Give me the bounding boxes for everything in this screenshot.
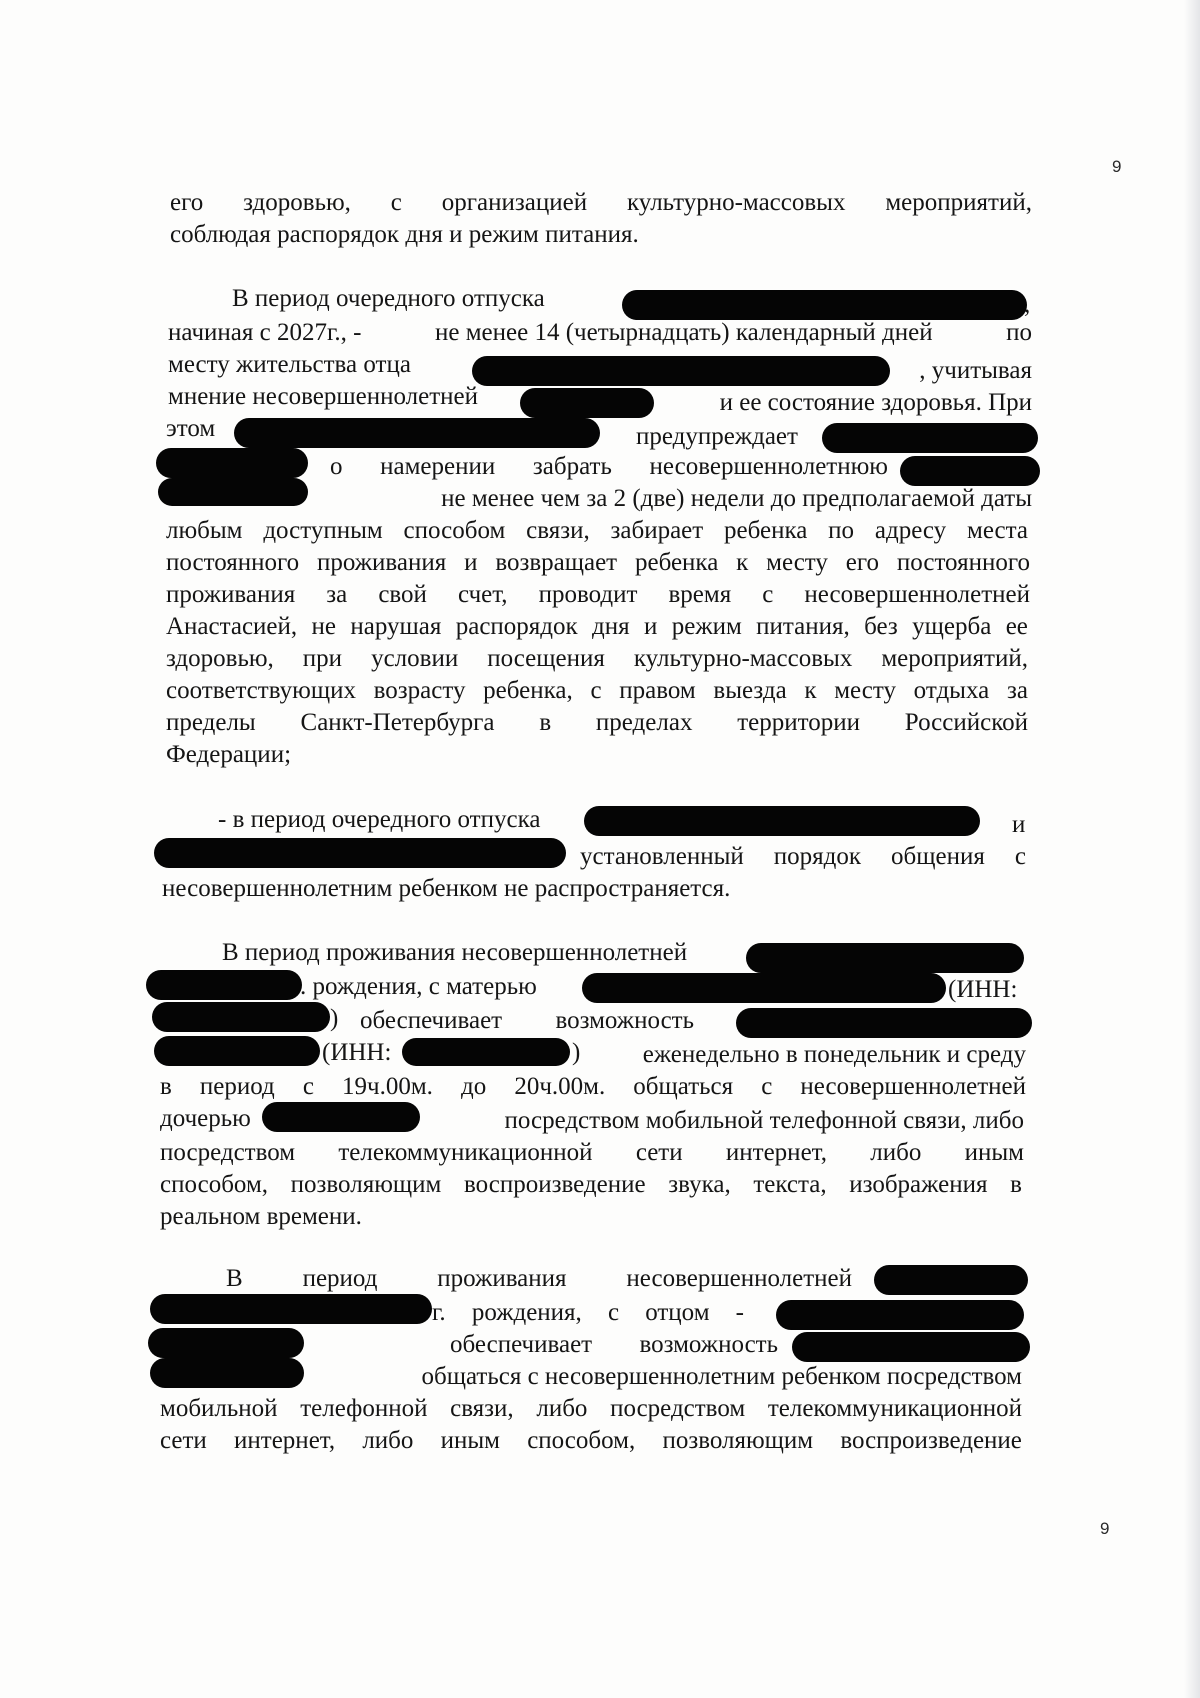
word: период <box>302 1265 378 1292</box>
word: с <box>390 189 402 216</box>
redaction-block <box>736 1008 1032 1038</box>
word: способом <box>403 517 506 544</box>
redaction-block <box>152 1002 330 1032</box>
word: звука, <box>668 1171 731 1198</box>
word: иным <box>440 1427 500 1454</box>
word: его <box>845 549 879 576</box>
word: время <box>668 581 732 608</box>
word: пределах <box>595 709 693 736</box>
word: проживания <box>166 581 296 608</box>
word: либо <box>870 1139 922 1166</box>
word: здоровью, <box>166 645 274 672</box>
word: изображения <box>849 1171 988 1198</box>
word: культурно-массовых <box>633 645 853 672</box>
word: с <box>607 1299 620 1326</box>
word: распорядок <box>455 613 578 640</box>
redaction-block <box>900 456 1040 486</box>
word: связи, <box>450 1395 514 1422</box>
word: места <box>967 517 1028 544</box>
word: по <box>1006 319 1032 346</box>
word: интернет, <box>725 1139 827 1166</box>
word: обеспечивает <box>450 1331 593 1358</box>
word: месту <box>834 677 896 704</box>
word: рождения, <box>471 1299 582 1326</box>
word: его <box>170 189 204 216</box>
word: намерении <box>380 453 496 480</box>
text-line: Федерации; <box>166 741 292 768</box>
word: питания, <box>756 613 850 640</box>
text-line <box>166 676 1028 706</box>
redaction-block <box>158 478 308 506</box>
page-number-bottom: 9 <box>1100 1519 1110 1538</box>
text-line <box>360 1006 694 1036</box>
word: связи, <box>526 517 590 544</box>
word: к <box>804 677 817 704</box>
redaction-block <box>402 1038 570 1066</box>
word: с <box>1014 843 1026 870</box>
word: счет, <box>457 581 508 608</box>
word: Анастасией, <box>166 613 298 640</box>
word: либо <box>536 1395 588 1422</box>
redaction-block <box>262 1102 420 1132</box>
word: телекоммуникационной <box>767 1395 1022 1422</box>
text-line: соблюдая распорядок дня и режим питания. <box>170 221 639 248</box>
word: В <box>226 1265 243 1292</box>
text-line: посредством мобильной телефонной связи, либо <box>504 1107 1024 1134</box>
word: мобильной <box>160 1395 278 1422</box>
text-line <box>166 644 1028 674</box>
word: культурно-массовых <box>627 189 846 216</box>
redaction-block <box>776 1300 1024 1330</box>
page-number-top: 9 <box>1112 157 1122 176</box>
text-line <box>330 452 888 482</box>
word: отдыха <box>913 677 990 704</box>
word: посредством <box>160 1139 296 1166</box>
word: и <box>464 549 478 576</box>
word: постоянного <box>166 549 300 576</box>
word: несовершеннолетней <box>804 581 1030 608</box>
word: свой <box>378 581 427 608</box>
redaction-block <box>154 838 566 868</box>
word: воспроизведение <box>840 1427 1022 1454</box>
text-line: мнение несовершеннолетней <box>168 383 478 410</box>
text-line: , <box>1024 291 1031 318</box>
word: 19ч.00м. <box>342 1073 433 1100</box>
word: здоровью, <box>243 189 351 216</box>
word: ее <box>1005 613 1028 640</box>
word: до <box>461 1073 487 1100</box>
word: дня <box>592 613 630 640</box>
text-line: дочерью <box>160 1105 251 1132</box>
word: месту <box>766 549 828 576</box>
word: отцом <box>645 1299 710 1326</box>
redaction-block <box>150 1358 304 1388</box>
word: соответствующих <box>166 677 356 704</box>
word: обеспечивает <box>360 1007 503 1034</box>
word: не менее 14 (четырнадцать) календарный дней <box>435 319 933 346</box>
word: способом, <box>160 1171 269 1198</box>
word: не <box>311 613 336 640</box>
word: возможность <box>555 1007 694 1034</box>
word: ребенка <box>724 517 808 544</box>
word: либо <box>362 1427 414 1454</box>
word: проживания <box>437 1265 567 1292</box>
word: посещения <box>487 645 605 672</box>
word: без <box>864 613 898 640</box>
word: Санкт-Петербурга <box>300 709 495 736</box>
word: за <box>1006 677 1028 704</box>
text-line <box>160 1072 1026 1102</box>
text-line <box>160 1138 1024 1168</box>
word: - <box>735 1299 744 1326</box>
text-line: не менее чем за 2 (две) недели до предполагаемой даты <box>441 485 1032 512</box>
redaction-block <box>156 448 308 478</box>
text-line <box>580 842 1026 872</box>
word: территории <box>737 709 860 736</box>
word: за <box>326 581 348 608</box>
text-line: - в период очередного отпуска <box>218 806 541 833</box>
text-line: несовершеннолетним ребенком не распространяется. <box>162 875 731 902</box>
word: позволяющим <box>290 1171 442 1198</box>
word: любым <box>166 517 243 544</box>
text-line <box>166 612 1028 642</box>
word: ущерба <box>912 613 992 640</box>
text-line <box>166 580 1030 610</box>
redaction-block <box>154 1036 320 1066</box>
word: иным <box>964 1139 1024 1166</box>
word: г. <box>432 1299 446 1326</box>
word: доступным <box>263 517 383 544</box>
word: общаться <box>633 1073 734 1100</box>
text-line: ) <box>330 1005 339 1032</box>
word: сети <box>635 1139 683 1166</box>
word: мероприятий, <box>885 189 1032 216</box>
redaction-block <box>584 806 980 836</box>
redaction-block <box>746 943 1024 973</box>
text-line: реальном времени. <box>160 1203 362 1230</box>
word: условии <box>371 645 459 672</box>
word: при <box>302 645 343 672</box>
text-line <box>166 708 1028 738</box>
text-line <box>450 1330 778 1360</box>
word: в <box>539 709 552 736</box>
word: проживания <box>316 549 447 576</box>
word: установленный <box>580 843 744 870</box>
text-line: этом <box>166 415 216 442</box>
word: в <box>1010 1171 1022 1198</box>
word: выезда <box>713 677 787 704</box>
word: с <box>302 1073 314 1100</box>
text-line <box>170 188 1032 218</box>
redaction-block <box>234 418 600 448</box>
word: адресу <box>874 517 947 544</box>
redaction-block <box>822 423 1038 453</box>
redaction-block <box>582 973 946 1003</box>
word: телекоммуникационной <box>338 1139 593 1166</box>
word: способом, <box>527 1427 636 1454</box>
redaction-block <box>520 388 654 418</box>
text-line: и <box>1012 811 1026 838</box>
text-line <box>226 1264 852 1294</box>
text-line: В период очередного отпуска <box>232 285 545 312</box>
word: с <box>761 1073 773 1100</box>
redaction-block <box>874 1265 1028 1295</box>
word: забирает <box>610 517 704 544</box>
redaction-block <box>146 970 302 1000</box>
word: ребенка, <box>483 677 573 704</box>
word: о <box>330 453 343 480</box>
text-line <box>168 318 1032 348</box>
word: мероприятий, <box>881 645 1028 672</box>
word: общения <box>891 843 985 870</box>
word: воспроизведение <box>464 1171 646 1198</box>
word: несовершеннолетней <box>800 1073 1026 1100</box>
word: проводит <box>538 581 638 608</box>
word: к <box>736 549 749 576</box>
text-line: общаться с несовершеннолетним ребенком посредством <box>421 1363 1022 1390</box>
text-line: ) <box>572 1039 581 1066</box>
word: сети <box>160 1427 207 1454</box>
text-line <box>166 516 1028 546</box>
text-line: . рождения, с матерью <box>300 973 537 1000</box>
word: и <box>643 613 658 640</box>
word: по <box>828 517 855 544</box>
word: возвращает <box>495 549 618 576</box>
text-line: (ИНН: <box>322 1039 392 1066</box>
word: порядок <box>773 843 862 870</box>
word: начиная с 2027г., - <box>168 319 362 346</box>
word: забрать <box>532 453 612 480</box>
word: с <box>590 677 602 704</box>
word: пределы <box>166 709 256 736</box>
word: постоянного <box>896 549 1030 576</box>
word: текста, <box>753 1171 827 1198</box>
word: режим <box>671 613 742 640</box>
text-line: В период проживания несовершеннолетней <box>222 939 688 966</box>
redaction-block <box>792 1332 1030 1362</box>
word: Российской <box>904 709 1028 736</box>
redaction-block <box>622 290 1027 320</box>
text-line <box>166 548 1030 578</box>
text-line <box>160 1426 1022 1456</box>
word: интернет, <box>234 1427 336 1454</box>
text-line <box>160 1394 1022 1424</box>
word: возможность <box>639 1331 778 1358</box>
word: с <box>762 581 774 608</box>
text-line: предупреждает <box>636 423 798 450</box>
redaction-block <box>150 1294 432 1324</box>
word: ребенка <box>634 549 719 576</box>
word: позволяющим <box>662 1427 814 1454</box>
word: в <box>160 1073 172 1100</box>
word: правом <box>619 677 696 704</box>
text-line: месту жительства отца <box>168 351 411 378</box>
word: нарушая <box>350 613 442 640</box>
text-line <box>432 1298 744 1328</box>
text-line: и ее состояние здоровья. При <box>719 389 1032 416</box>
scan-edge-shadow <box>1184 0 1200 1698</box>
word: несовершеннолетнюю <box>649 453 888 480</box>
text-line <box>160 1170 1022 1200</box>
word: посредством <box>610 1395 746 1422</box>
word: 20ч.00м. <box>514 1073 606 1100</box>
word: организацией <box>441 189 588 216</box>
word: возрасту <box>373 677 466 704</box>
word: несовершеннолетней <box>626 1265 852 1292</box>
text-line: , учитывая <box>919 357 1032 384</box>
text-line: еженедельно в понедельник и среду <box>642 1041 1026 1068</box>
text-line: (ИНН: <box>948 976 1018 1003</box>
redaction-block <box>148 1328 304 1358</box>
word: период <box>199 1073 275 1100</box>
redaction-block <box>472 356 890 386</box>
word: телефонной <box>300 1395 428 1422</box>
